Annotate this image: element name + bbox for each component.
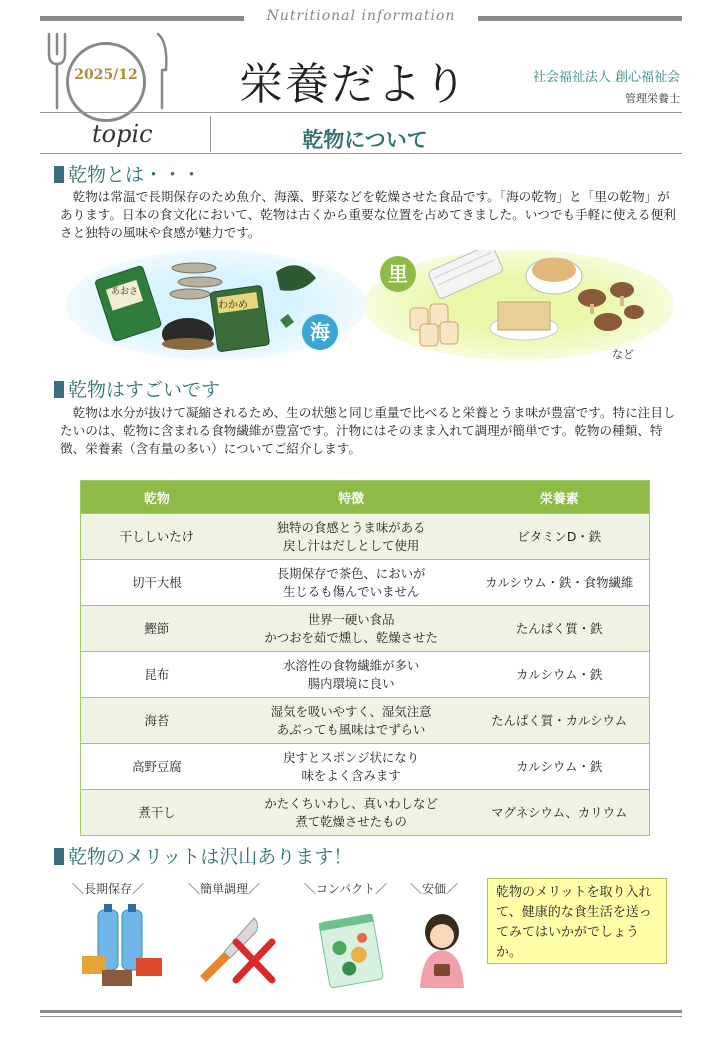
section-heading-text: 乾物とは・・・ [68,164,202,186]
food-name: 煮干し [81,790,233,836]
merit-compact-label: ＼コンパクト／ [304,882,388,896]
dried-foods-table [80,480,650,836]
table-row [81,606,650,652]
no-knife-icon [190,912,280,988]
heading-marker [54,166,64,183]
knife-icon [150,30,172,112]
section-heading-what-is [54,160,201,187]
merit-cheap-label: ＼安価／ [410,882,459,896]
column-header-nutrient: 栄養素 [469,481,649,514]
storage-goods-icon [78,904,168,990]
food-feature: 水溶性の食物繊維が多い 腸内環境に良い [233,652,470,698]
footer-rule-bottom [40,1016,682,1017]
merit-easy-cooking-label: ＼簡単調理／ [188,882,261,896]
newsletter-title: 栄養だより [239,59,469,110]
table-row [81,698,650,744]
heading-marker [54,381,64,398]
header-tagline: Nutritional information [266,8,456,24]
food-nutrient: たんぱく質・カルシウム [469,698,649,744]
header-rule-left [40,16,244,21]
food-nutrient: ビタミンD・鉄 [469,514,649,560]
sea-badge: 海 [302,314,338,350]
compact-bag-icon [316,910,386,988]
food-nutrient: マグネシウム、カリウム [469,790,649,836]
section-heading-text: 乾物のメリットは沢山あります！ [68,846,353,868]
food-feature: 長期保存で茶色、においが 生じるも傷んでいません [233,560,470,606]
food-feature: かたくちいわし、真いわしなど 煮て乾燥させたもの [233,790,470,836]
food-nutrient: カルシウム・鉄・食物繊維 [469,560,649,606]
issue-date: 2025/12 [74,67,138,83]
table-row [81,514,650,560]
aosa-label: あおさ [111,287,139,297]
food-name: 海苔 [81,698,233,744]
column-header-name: 乾物 [81,481,233,514]
topic-title: 乾物について [302,128,428,152]
food-name: 切干大根 [81,560,233,606]
wakame-label: わかめ [218,300,248,311]
food-nutrient: カルシウム・鉄 [469,652,649,698]
section-heading-merits [54,842,352,869]
food-name: 干ししいたけ [81,514,233,560]
woman-with-wallet-icon [414,910,470,990]
merit-long-storage-label: ＼長期保存／ [72,882,145,896]
etc-note: など [612,348,634,361]
table-row [81,790,650,836]
food-feature: 世界一硬い食品 かつおを茹で燻し、乾燥させた [233,606,470,652]
table-row [81,744,650,790]
food-feature: 独特の食感とうま味がある 戻し汁はだしとして使用 [233,514,470,560]
merits-note-box: 乾物のメリットを取り入れて、健康的な食生活を送ってみてはいかがでしょうか。 [487,878,667,964]
food-nutrient: カルシウム・鉄 [469,744,649,790]
header-rule-right [478,16,682,21]
section-heading-text: 乾物はすごいです [68,379,221,401]
food-feature: 湿気を吸いやすく、湿気注意 あぶっても風味はでずらい [233,698,470,744]
column-header-feature: 特徴 [233,481,470,514]
topic-label: topic [92,120,153,148]
section-body-amazing: 乾物は水分が抜けて凝縮されるため、生の状態と同じ重量で比べると栄養とうま味が豊富です。特に注目したいのは、乾物に含まれる食物繊維が豊富です。汁物にはそのまま入れて調理が簡単です。乾物の種類、特徴、栄養素（含有量の多い）についてご紹介します。 [60,405,676,456]
header-divider [40,112,682,113]
heading-marker [54,848,64,865]
food-name: 鰹節 [81,606,233,652]
author-role: 管理栄養士 [625,92,680,105]
table-row [81,560,650,606]
section-heading-amazing [54,375,220,402]
topic-divider [210,116,211,152]
footer-rule-top [40,1010,682,1013]
table-header-row [81,481,650,514]
organization-name: 社会福祉法人 創心福祉会 [532,70,680,85]
food-feature: 戻すとスポンジ状になり 味をよく含みます [233,744,470,790]
table-row [81,652,650,698]
topic-underline [40,153,682,154]
village-badge: 里 [380,256,416,292]
food-nutrient: たんぱく質・鉄 [469,606,649,652]
section-body-what-is: 乾物は常温で長期保存のため魚介、海藻、野菜などを乾燥させた食品です。「海の乾物」と「里の乾物」があります。日本の食文化において、乾物は古くから重要な位置を占めてきました。いつでも手軽に使える便利さと独特の風味や食感が魅力です。 [60,189,676,240]
food-name: 昆布 [81,652,233,698]
food-name: 高野豆腐 [81,744,233,790]
